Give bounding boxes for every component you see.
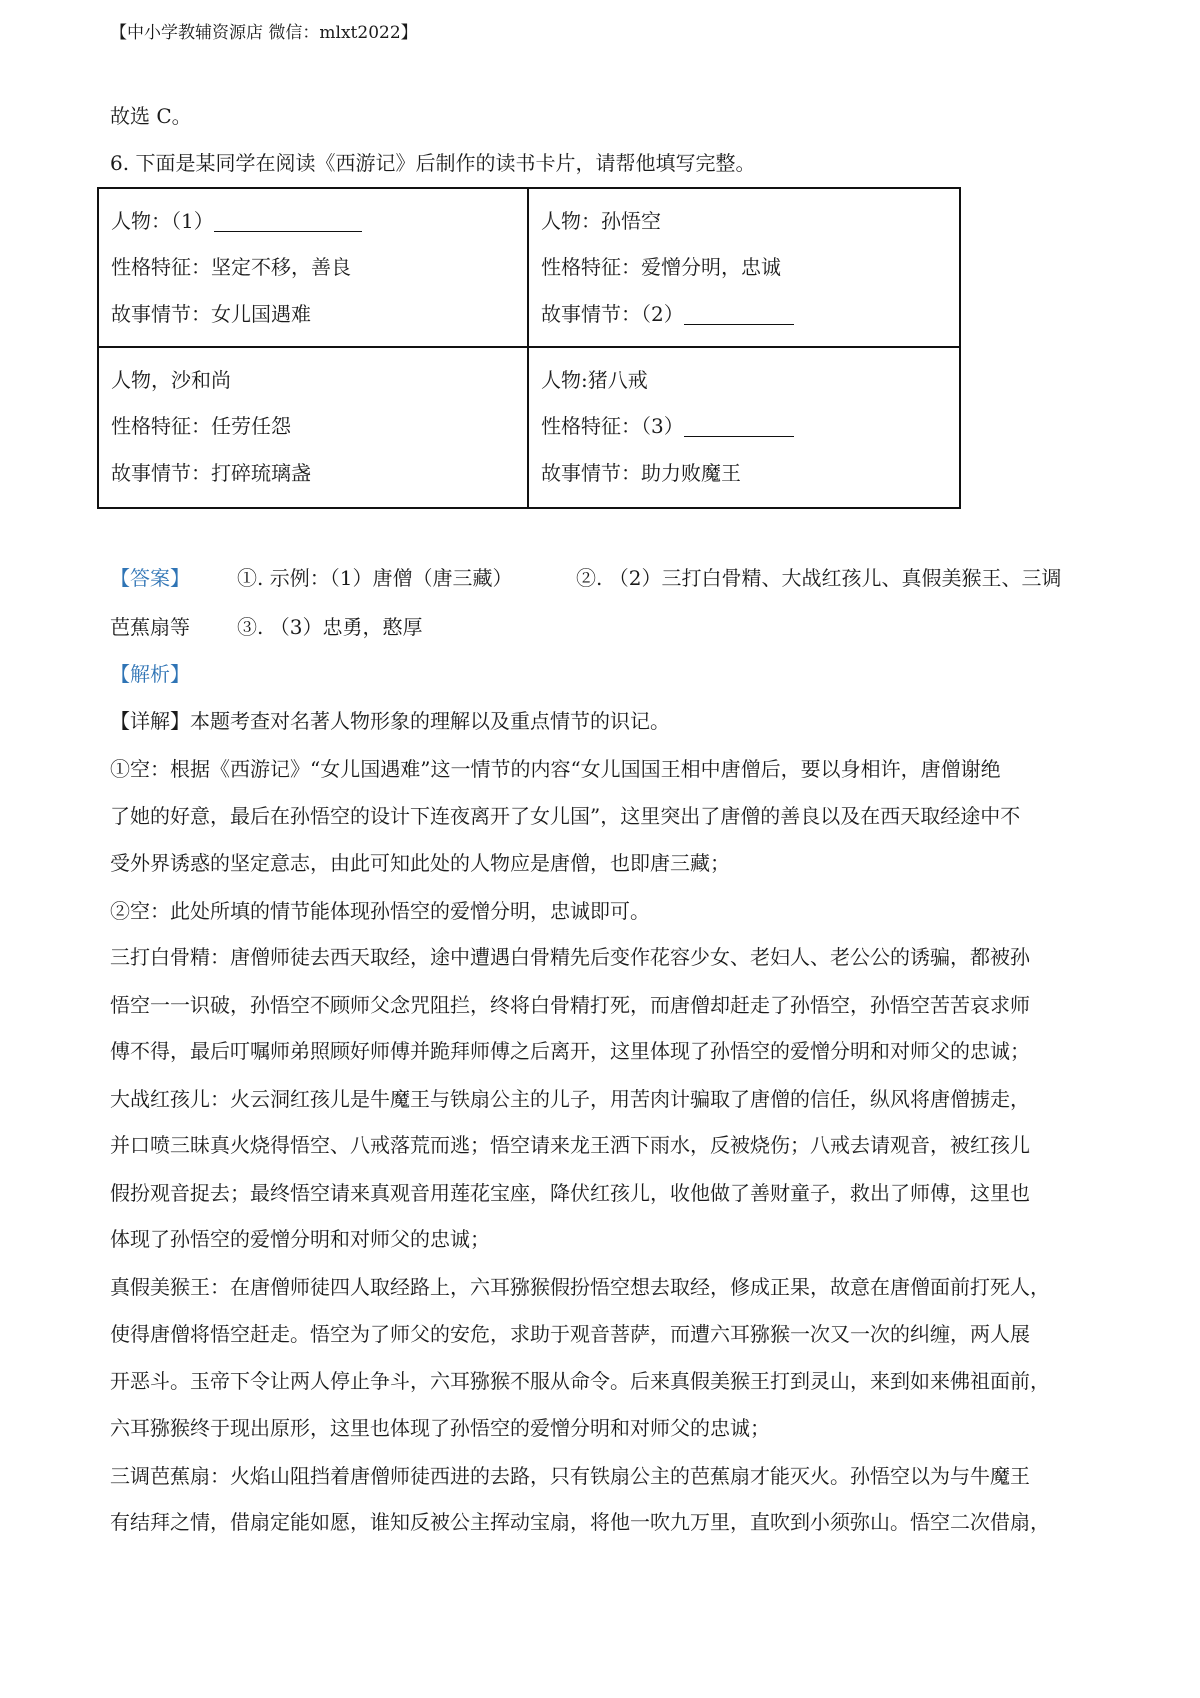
detail-line: 有结拜之情，借扇定能如愿，谁知反被公主挥动宝扇，将他一吹九万里，直吹到小须弥山。悟空二次借扇， <box>110 1510 1050 1534</box>
card-line: 故事情节：（2） <box>541 302 684 326</box>
card-line: 人物:猪八戒 <box>541 368 648 392</box>
answer-blank <box>214 213 362 232</box>
card-cell <box>99 348 527 505</box>
detail-line: 并口喷三昧真火烧得悟空、八戒落荒而逃；悟空请来龙王洒下雨水，反被烧伤；八戒去请观音，被红孩儿 <box>110 1133 1030 1157</box>
detail-line: 真假美猴王：在唐僧师徒四人取经路上，六耳猕猴假扮悟空想去取经，修成正果，故意在唐僧面前打死人， <box>110 1275 1050 1299</box>
answer-item-3: ③. （3）忠勇，憨厚 <box>237 615 423 639</box>
answer-blank <box>684 418 794 437</box>
detail-line: 开恶斗。玉帝下令让两人停止争斗，六耳猕猴不服从命令。后来真假美猴王打到灵山，来到如来佛祖面前， <box>110 1369 1050 1393</box>
answer-item-1: ①. 示例：（1）唐僧（唐三藏） <box>237 566 513 590</box>
detail-line: 了她的好意，最后在孙悟空的设计下连夜离开了女儿国”，这里突出了唐僧的善良以及在西天取经途中不 <box>110 804 1021 828</box>
detail-line: 六耳猕猴终于现出原形，这里也体现了孙悟空的爱憎分明和对师父的忠诚； <box>110 1416 770 1440</box>
detail-line: 三打白骨精：唐僧师徒去西天取经，途中遭遇白骨精先后变作花容少女、老妇人、老公公的诱骗，都被孙 <box>110 945 1030 969</box>
detail-line: 受外界诱惑的坚定意志，由此可知此处的人物应是唐僧，也即唐三藏； <box>110 851 730 875</box>
intro-line: 故选 C。 <box>110 104 192 128</box>
detail-line: 体现了孙悟空的爱憎分明和对师父的忠诚； <box>110 1227 490 1251</box>
card-line: 性格特征：任劳任怨 <box>111 414 291 438</box>
detail-line: 假扮观音捉去；最终悟空请来真观音用莲花宝座，降伏红孩儿，收他做了善财童子，救出了师傅，这里也 <box>110 1181 1030 1205</box>
card-line: 故事情节：打碎琉璃盏 <box>111 461 311 485</box>
answer-item-2-continued: 芭蕉扇等 <box>110 615 190 639</box>
detail-line: 傅不得，最后叮嘱师弟照顾好师傅并跪拜师傅之后离开，这里体现了孙悟空的爱憎分明和对师父的忠诚； <box>110 1039 1030 1063</box>
detail-line: 使得唐僧将悟空赶走。悟空为了师父的安危，求助于观音菩萨，而遭六耳猕猴一次又一次的纠缠，两人展 <box>110 1322 1030 1346</box>
card-line: 性格特征：（3） <box>541 414 684 438</box>
detail-line: 三调芭蕉扇：火焰山阻挡着唐僧师徒西进的去路，只有铁扇公主的芭蕉扇才能灭火。孙悟空以为与牛魔王 <box>110 1464 1030 1488</box>
answer-blank <box>684 306 794 325</box>
card-line: 人物：（1） <box>111 209 214 233</box>
card-line: 故事情节：女儿国遇难 <box>111 302 311 326</box>
card-cell <box>99 189 527 346</box>
question-text: 6. 下面是某同学在阅读《西游记》后制作的读书卡片，请帮他填写完整。 <box>110 151 756 175</box>
detail-line: 悟空一一识破，孙悟空不顾师父念咒阻拦，终将白骨精打死，而唐僧却赶走了孙悟空，孙悟空苦苦哀求师 <box>110 993 1030 1017</box>
answer-label: 【答案】 <box>110 566 190 590</box>
card-cell <box>529 348 957 505</box>
page-header: 【中小学教辅资源店 微信：mlxt2022】 <box>110 23 418 43</box>
card-cell <box>529 189 957 346</box>
card-line: 性格特征：爱憎分明，忠诚 <box>541 255 781 279</box>
card-line: 性格特征：坚定不移，善良 <box>111 255 351 279</box>
card-line: 人物：孙悟空 <box>541 209 661 233</box>
analysis-label: 【解析】 <box>110 662 190 686</box>
reading-card-table <box>97 187 961 509</box>
card-line: 人物，沙和尚 <box>111 368 231 392</box>
card-line: 故事情节：助力败魔王 <box>541 461 741 485</box>
detail-line: 大战红孩儿：火云洞红孩儿是牛魔王与铁扇公主的儿子，用苦肉计骗取了唐僧的信任，纵风将唐僧掳走， <box>110 1087 1030 1111</box>
detail-line: 【详解】本题考查对名著人物形象的理解以及重点情节的识记。 <box>110 709 670 733</box>
detail-line: ②空：此处所填的情节能体现孙悟空的爱憎分明，忠诚即可。 <box>110 899 650 923</box>
detail-line: ①空：根据《西游记》“女儿国遇难”这一情节的内容“女儿国国王相中唐僧后，要以身相许，唐僧谢绝 <box>110 757 1001 781</box>
answer-item-2: ②. （2）三打白骨精、大战红孩儿、真假美猴王、三调 <box>576 566 1062 590</box>
